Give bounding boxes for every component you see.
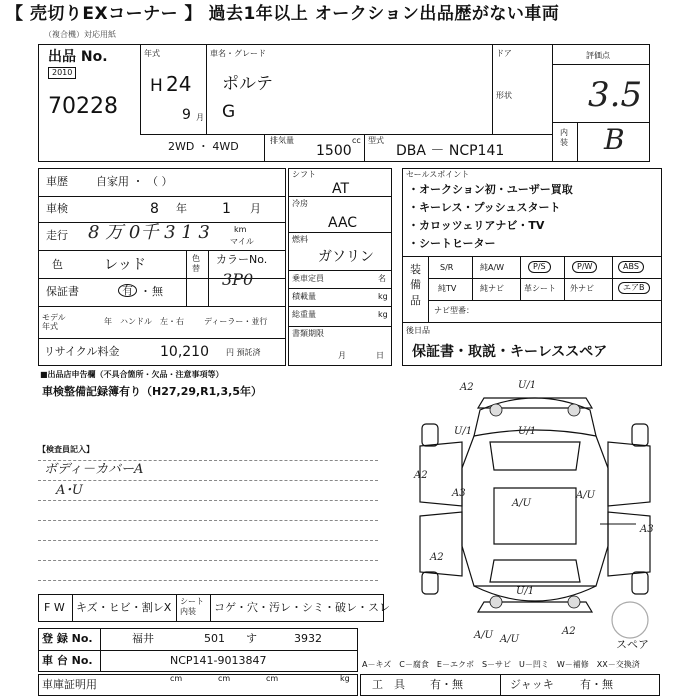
- divider: [552, 122, 650, 123]
- docs-label: 書類期限: [292, 329, 324, 338]
- fw-items: キズ・ヒビ・割レX: [76, 601, 172, 614]
- jack-value: 有・無: [580, 678, 613, 691]
- cert-unit: kg: [340, 674, 350, 683]
- damage-mark: U/1: [454, 426, 473, 437]
- recycle-value: 10,210: [160, 344, 209, 360]
- fuel-value: ガソリン: [318, 249, 374, 265]
- sales-label: セールスポイント: [406, 170, 470, 179]
- light: [490, 404, 502, 416]
- shift-value: AT: [332, 181, 350, 197]
- wheel: [632, 424, 648, 446]
- grade: G: [222, 102, 236, 122]
- divider: [208, 250, 209, 306]
- divider: [38, 250, 286, 251]
- damage-mark: A3: [452, 488, 466, 499]
- damage-legend: A－キズ C－腐食 E－エクボ S－サビ U－凹ミ W－補修 XX－交換済: [362, 660, 640, 669]
- equip-airbag: エアB: [618, 282, 650, 294]
- equip-abs: ABS: [618, 261, 644, 273]
- reg-kana: す: [246, 632, 257, 645]
- inspection-month-unit: 月: [250, 202, 261, 215]
- sales-point: ・カロッツェリアナビ・TV: [408, 219, 545, 232]
- year-era: H: [150, 76, 163, 96]
- wheel: [632, 572, 648, 594]
- divider: [428, 300, 662, 301]
- fuel-label: 燃料: [292, 235, 308, 244]
- recycle-label: リサイクル料金: [44, 345, 120, 358]
- equip-sr: S/R: [440, 263, 454, 272]
- lot-year: 2010: [48, 67, 76, 79]
- windshield-outline: [490, 442, 580, 470]
- divider: [186, 250, 187, 306]
- car-damage-diagram: [400, 376, 670, 660]
- damage-mark: A2: [414, 470, 428, 481]
- equip-alloy: 純A/W: [480, 263, 505, 272]
- shift-label: シフト: [292, 170, 316, 179]
- wheel: [422, 424, 438, 446]
- equip-leather: 革シート: [524, 284, 556, 293]
- equip-ext-navi: 外ナビ: [570, 284, 594, 293]
- model-year-label: モデル年式: [42, 313, 66, 331]
- ac-label: 冷房: [292, 199, 308, 208]
- damage-mark: U/1: [518, 426, 537, 437]
- cert-unit: cm: [218, 674, 231, 683]
- divider: [288, 270, 392, 271]
- reg-city: 福井: [132, 632, 154, 645]
- navi-label: ナビ型番：: [434, 306, 474, 315]
- docs-day: 日: [376, 351, 384, 360]
- year-value: 24: [166, 72, 192, 96]
- mileage-value: 8 万 0千 3 1 3: [88, 222, 210, 243]
- divider: [492, 44, 493, 134]
- left-frame: [38, 168, 286, 366]
- divider: [38, 196, 286, 197]
- divider: [612, 256, 613, 300]
- mileage-unit-km: km: [234, 225, 247, 234]
- divider: [206, 44, 207, 134]
- damage-mark: A/U: [512, 498, 532, 509]
- tools-value: 有・無: [430, 678, 463, 691]
- left-rear-door: [420, 512, 462, 576]
- equip-label: 装備品: [410, 263, 421, 307]
- inspection-year: 8: [150, 201, 159, 217]
- mileage-unit-mile: マイル: [230, 237, 254, 246]
- inspector-note: ボディ－カバーA: [44, 462, 144, 477]
- warranty-no: 無: [152, 285, 163, 298]
- color-no-value: 3P0: [222, 270, 254, 289]
- reg-number: 3932: [294, 632, 322, 645]
- docs-month: 月: [338, 351, 346, 360]
- sub-note: （複合機）対応用紙: [44, 30, 116, 39]
- handle-label: ハンドル 左・右: [120, 317, 184, 326]
- divider: [288, 306, 392, 307]
- model-value: DBA － NCP141: [396, 143, 505, 159]
- interior-label: 内装: [560, 128, 568, 148]
- spare-label: スペア: [616, 638, 649, 651]
- history-label: 車歴: [46, 175, 68, 188]
- month-value: 9: [182, 107, 191, 123]
- divider: [38, 338, 286, 339]
- equip-navi: 純ナビ: [480, 284, 504, 293]
- model-year-unit: 年: [104, 317, 112, 326]
- capacity-unit: 名: [378, 274, 386, 283]
- damage-mark: A2: [430, 552, 444, 563]
- divider: [264, 134, 265, 162]
- sales-point: ・キーレス・プッシュスタート: [408, 201, 561, 214]
- jack-label: ジャッキ: [510, 678, 554, 691]
- inspection-month: 1: [222, 201, 231, 217]
- shape-label: 形状: [496, 91, 512, 100]
- remark-text: 車検整備記録簿有り（H27,29,R1,3,5年）: [42, 385, 262, 398]
- weight-label: 総重量: [292, 310, 316, 319]
- divider: [288, 232, 392, 233]
- light: [568, 596, 580, 608]
- tools-label: 工 具: [372, 678, 405, 691]
- inspection-year-unit: 年: [176, 202, 187, 215]
- load-label: 積載量: [292, 292, 316, 301]
- damage-mark: A/U: [576, 490, 596, 501]
- rear-window: [490, 560, 580, 582]
- warranty-label: 保証書: [46, 285, 79, 298]
- divider: [520, 256, 521, 300]
- lot-number: 70228: [48, 94, 118, 119]
- inspector-note: A･U: [56, 483, 83, 498]
- divider: [577, 122, 578, 162]
- mileage-label: 走行: [46, 229, 68, 242]
- weight-unit: kg: [378, 310, 388, 319]
- capacity-label: 乗車定員: [292, 274, 324, 283]
- door-label: ドア: [496, 49, 512, 58]
- divider: [472, 256, 473, 300]
- color-no-label: カラーNo.: [216, 253, 268, 266]
- divider: [38, 306, 286, 307]
- equip-tv: 純TV: [438, 284, 457, 293]
- cert-label: 車庫証明用: [42, 678, 97, 691]
- equip-pw: P/W: [572, 261, 597, 273]
- damage-mark: U/1: [518, 380, 537, 391]
- divider: [288, 288, 392, 289]
- divider: [288, 326, 392, 327]
- reg-class: 501: [204, 632, 225, 645]
- score-label: 評価点: [586, 51, 610, 60]
- divider: [564, 256, 565, 300]
- inspection-label: 車検: [46, 202, 68, 215]
- equip-ps: P/S: [528, 261, 551, 273]
- divider: [402, 256, 662, 257]
- warranty-yes: 有: [118, 284, 137, 297]
- wheel: [422, 572, 438, 594]
- interior-value: B: [604, 123, 625, 156]
- color-change-label: 色替: [192, 254, 200, 273]
- name-label: 車名・グレード: [210, 49, 266, 58]
- later-value: 保証書・取説・キーレススペア: [412, 344, 608, 360]
- reg-label: 登 録 No.: [42, 632, 93, 645]
- chassis-value: NCP141-9013847: [170, 654, 267, 667]
- divider: [552, 44, 553, 162]
- light: [568, 404, 580, 416]
- damage-mark: A2: [562, 626, 576, 637]
- sales-point: ・オークション初・ユーザー買取: [408, 183, 573, 196]
- divider: [402, 322, 662, 323]
- cert-unit: cm: [170, 674, 183, 683]
- body-outline: [462, 436, 608, 586]
- seat-items: コゲ・穴・汚レ・シミ・破レ・スレ: [214, 601, 390, 614]
- displacement-label: 排気量: [270, 136, 294, 145]
- load-unit: kg: [378, 292, 388, 301]
- remarks-label: ■出品店申告欄（不具合箇所・欠品・注意事項等）: [40, 370, 224, 379]
- displacement-value: 1500: [316, 143, 352, 159]
- divider: [364, 134, 365, 162]
- color-label: 色: [52, 258, 63, 271]
- divider: [140, 134, 552, 135]
- month-unit: 月: [196, 113, 204, 122]
- fw-label: F W: [44, 601, 65, 614]
- dealer-label: ディーラー・並行: [204, 317, 268, 326]
- damage-mark: A/U: [474, 630, 494, 641]
- ac-value: AAC: [328, 215, 358, 231]
- later-label: 後日品: [406, 326, 430, 335]
- model-label: 型式: [368, 136, 384, 145]
- history-value: 自家用 ・ （ ）: [96, 175, 173, 188]
- displacement-unit: cc: [352, 136, 361, 145]
- recycle-unit: 円 預託済: [226, 348, 261, 357]
- cert-unit: cm: [266, 674, 279, 683]
- divider: [428, 256, 429, 322]
- damage-mark: A/U: [500, 634, 520, 645]
- sales-point: ・シートヒーター: [408, 237, 496, 250]
- right-rear-door: [608, 512, 650, 576]
- seat-label: シート内装: [180, 597, 204, 616]
- divider: [140, 44, 141, 134]
- divider: [552, 64, 650, 65]
- divider: [428, 278, 662, 279]
- chassis-label: 車 台 No.: [42, 654, 93, 667]
- light: [490, 596, 502, 608]
- year-label: 年式: [144, 49, 160, 58]
- damage-mark: U/1: [516, 586, 535, 597]
- car-name: ポルテ: [222, 74, 273, 94]
- spare-tire-icon: [612, 602, 648, 638]
- lot-label: 出品 No.: [48, 49, 108, 65]
- inspector-label: 【検査員記入】: [38, 445, 94, 454]
- roof-panel: [494, 488, 576, 544]
- header-title: 【 売切りEXコーナー 】 過去1年以上 オークション出品歴がない車両: [6, 4, 560, 24]
- damage-mark: A2: [460, 382, 474, 393]
- drive-type: 2WD ・ 4WD: [168, 140, 239, 153]
- color-value: レッド: [104, 257, 146, 273]
- damage-mark: A3: [640, 524, 654, 535]
- right-front-door: [608, 442, 650, 506]
- score-value: 3.5: [588, 75, 643, 115]
